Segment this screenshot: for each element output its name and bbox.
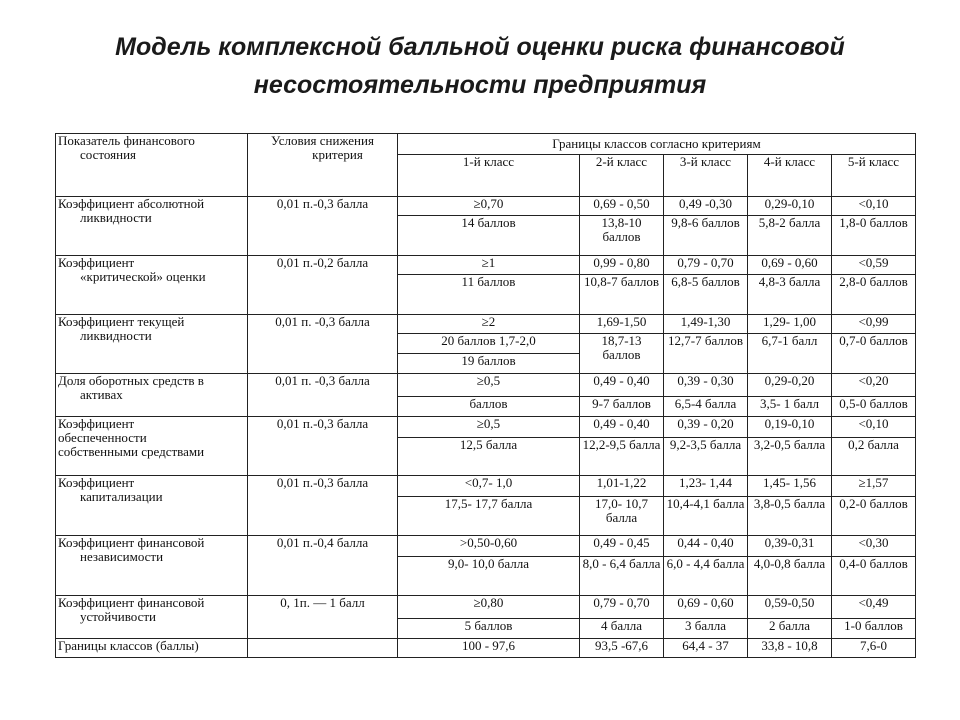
- row-condition: 0,01 п.-0,4 балла: [248, 536, 398, 596]
- class-value: ≥0,70: [398, 197, 580, 216]
- row-condition: 0,01 п. -0,3 балла: [248, 315, 398, 374]
- row-indicator: [56, 417, 248, 476]
- class-points: 12,7-7 баллов: [664, 334, 748, 374]
- class-points: 0,2-0 баллов: [832, 497, 916, 536]
- indicator-line3: собственными средствами: [58, 444, 205, 459]
- class-points: 9,8-6 баллов: [664, 216, 748, 256]
- class-value: <0,10: [832, 197, 916, 216]
- class-points: 9,2-3,5 балла: [664, 438, 748, 476]
- footer-label: Границы классов (баллы): [56, 639, 248, 658]
- header-conditions-line2: критерия: [312, 147, 363, 162]
- class-value: ≥0,80: [398, 596, 580, 619]
- class-value: 0,79 - 0,70: [664, 256, 748, 275]
- indicator-line1: Коэффициент: [58, 416, 135, 431]
- footer-value: 64,4 - 37: [664, 639, 748, 658]
- risk-model-table: [55, 133, 916, 658]
- header-bounds: Границы классов согласно критериям: [398, 134, 916, 155]
- class-value: 0,49 - 0,40: [580, 374, 664, 397]
- class-points: 2,8-0 баллов: [832, 275, 916, 315]
- slide-title: [0, 28, 960, 104]
- class-points: 4,0-0,8 балла: [748, 557, 832, 596]
- class-points: 11 баллов: [398, 275, 580, 315]
- class-value: 1,29- 1,00: [748, 315, 832, 334]
- class-points: 17,5- 17,7 балла: [398, 497, 580, 536]
- indicator-line2: капитализации: [80, 489, 163, 504]
- class-points: 3,5- 1 балл: [748, 397, 832, 417]
- class-value: 0,39-0,31: [748, 536, 832, 557]
- class-value: 0,49 -0,30: [664, 197, 748, 216]
- class-points: 4,8-3 балла: [748, 275, 832, 315]
- class-points: 19 баллов: [398, 354, 580, 374]
- header-conditions: [248, 134, 398, 197]
- class-value: 0,39 - 0,20: [664, 417, 748, 438]
- header-class-1: 1-й класс: [398, 155, 580, 197]
- class-points: 0,2 балла: [832, 438, 916, 476]
- indicator-line1: Коэффициент: [58, 475, 135, 490]
- class-value: 0,59-0,50: [748, 596, 832, 619]
- class-value: 0,29-0,10: [748, 197, 832, 216]
- header-class-2: 2-й класс: [580, 155, 664, 197]
- indicator-line2: ликвидности: [80, 328, 152, 343]
- class-value: 0,69 - 0,50: [580, 197, 664, 216]
- class-points: 0,4-0 баллов: [832, 557, 916, 596]
- row-condition: 0,01 п.-0,2 балла: [248, 256, 398, 315]
- class-value: >0,50-0,60: [398, 536, 580, 557]
- class-value: 1,23- 1,44: [664, 476, 748, 497]
- class-value: ≥1: [398, 256, 580, 275]
- class-value: <0,7- 1,0: [398, 476, 580, 497]
- header-class-4: 4-й класс: [748, 155, 832, 197]
- class-points: 3,8-0,5 балла: [748, 497, 832, 536]
- class-value: 1,69-1,50: [580, 315, 664, 334]
- class-value: <0,59: [832, 256, 916, 275]
- class-value: <0,49: [832, 596, 916, 619]
- class-value: ≥0,5: [398, 417, 580, 438]
- row-indicator: [56, 476, 248, 536]
- indicator-line1: Коэффициент финансовой: [58, 535, 205, 550]
- class-value: 0,44 - 0,40: [664, 536, 748, 557]
- class-points: 20 баллов 1,7-2,0: [398, 334, 580, 354]
- footer-value: 7,6-0: [832, 639, 916, 658]
- class-value: 1,01-1,22: [580, 476, 664, 497]
- header-class-3: 3-й класс: [664, 155, 748, 197]
- title-line-2: несостоятельности предприятия: [253, 71, 707, 99]
- indicator-line2: «критической» оценки: [80, 269, 206, 284]
- row-indicator: [56, 374, 248, 417]
- class-value: ≥2: [398, 315, 580, 334]
- class-points: 5 баллов: [398, 619, 580, 639]
- header-indicator-line1: Показатель финансового: [58, 133, 195, 148]
- class-points: 3,2-0,5 балла: [748, 438, 832, 476]
- class-points: 3 балла: [664, 619, 748, 639]
- indicator-line1: Коэффициент текущей: [58, 314, 185, 329]
- class-points: баллов: [398, 397, 580, 417]
- row-indicator: [56, 256, 248, 315]
- class-points: 8,0 - 6,4 балла: [580, 557, 664, 596]
- class-points: 14 баллов: [398, 216, 580, 256]
- class-value: ≥0,5: [398, 374, 580, 397]
- indicator-line2: активах: [80, 387, 123, 402]
- footer-empty: [248, 639, 398, 658]
- header-class-5: 5-й класс: [832, 155, 916, 197]
- class-points: 18,7-13 баллов: [580, 334, 664, 374]
- class-points: 0,7-0 баллов: [832, 334, 916, 374]
- indicator-line2: устойчивости: [80, 609, 157, 624]
- indicator-line1: Коэффициент финансовой: [58, 595, 205, 610]
- class-points: 10,4-4,1 балла: [664, 497, 748, 536]
- indicator-line1: Коэффициент: [58, 255, 135, 270]
- footer-value: 100 - 97,6: [398, 639, 580, 658]
- class-points: 17,0- 10,7 балла: [580, 497, 664, 536]
- footer-value: 93,5 -67,6: [580, 639, 664, 658]
- class-points: 9-7 баллов: [580, 397, 664, 417]
- header-indicator: [56, 134, 248, 197]
- header-conditions-line1: Условия снижения: [271, 133, 374, 148]
- class-value: 0,19-0,10: [748, 417, 832, 438]
- class-value: <0,20: [832, 374, 916, 397]
- footer-value: 33,8 - 10,8: [748, 639, 832, 658]
- class-value: 0,69 - 0,60: [664, 596, 748, 619]
- class-points: 12,5 балла: [398, 438, 580, 476]
- class-value: 0,99 - 0,80: [580, 256, 664, 275]
- class-points: 5,8-2 балла: [748, 216, 832, 256]
- row-condition: 0, 1п. — 1 балл: [248, 596, 398, 639]
- class-value: 0,49 - 0,40: [580, 417, 664, 438]
- class-points: 2 балла: [748, 619, 832, 639]
- class-points: 6,8-5 баллов: [664, 275, 748, 315]
- row-condition: 0,01 п.-0,3 балла: [248, 197, 398, 256]
- row-indicator: [56, 315, 248, 374]
- class-value: <0,99: [832, 315, 916, 334]
- class-value: 1,49-1,30: [664, 315, 748, 334]
- class-points: 10,8-7 баллов: [580, 275, 664, 315]
- class-points: 6,7-1 балл: [748, 334, 832, 374]
- row-condition: 0,01 п.-0,3 балла: [248, 417, 398, 476]
- class-value: ≥1,57: [832, 476, 916, 497]
- class-points: 9,0- 10,0 балла: [398, 557, 580, 596]
- indicator-line1: Коэффициент абсолютной: [58, 196, 205, 211]
- indicator-line1: Доля оборотных средств в: [58, 373, 204, 388]
- row-indicator: [56, 197, 248, 256]
- row-condition: 0,01 п. -0,3 балла: [248, 374, 398, 417]
- class-points: 1,8-0 баллов: [832, 216, 916, 256]
- class-value: 0,39 - 0,30: [664, 374, 748, 397]
- class-value: 0,79 - 0,70: [580, 596, 664, 619]
- class-points: 13,8-10 баллов: [580, 216, 664, 256]
- indicator-line2: ликвидности: [80, 210, 152, 225]
- class-points: 6,5-4 балла: [664, 397, 748, 417]
- indicator-line2: обеспеченности: [58, 430, 147, 445]
- class-points: 4 балла: [580, 619, 664, 639]
- row-condition: 0,01 п.-0,3 балла: [248, 476, 398, 536]
- class-value: <0,10: [832, 417, 916, 438]
- header-indicator-line2: состояния: [80, 147, 136, 162]
- class-points: 12,2-9,5 балла: [580, 438, 664, 476]
- class-value: 0,29-0,20: [748, 374, 832, 397]
- class-value: <0,30: [832, 536, 916, 557]
- indicator-line2: независимости: [80, 549, 164, 564]
- class-value: 0,49 - 0,45: [580, 536, 664, 557]
- class-points: 6,0 - 4,4 балла: [664, 557, 748, 596]
- class-points: 0,5-0 баллов: [832, 397, 916, 417]
- row-indicator: [56, 536, 248, 596]
- class-value: 1,45- 1,56: [748, 476, 832, 497]
- title-line-1: Модель комплексной балльной оценки риска финансовой: [115, 33, 845, 61]
- row-indicator: [56, 596, 248, 639]
- class-value: 0,69 - 0,60: [748, 256, 832, 275]
- class-points: 1-0 баллов: [832, 619, 916, 639]
